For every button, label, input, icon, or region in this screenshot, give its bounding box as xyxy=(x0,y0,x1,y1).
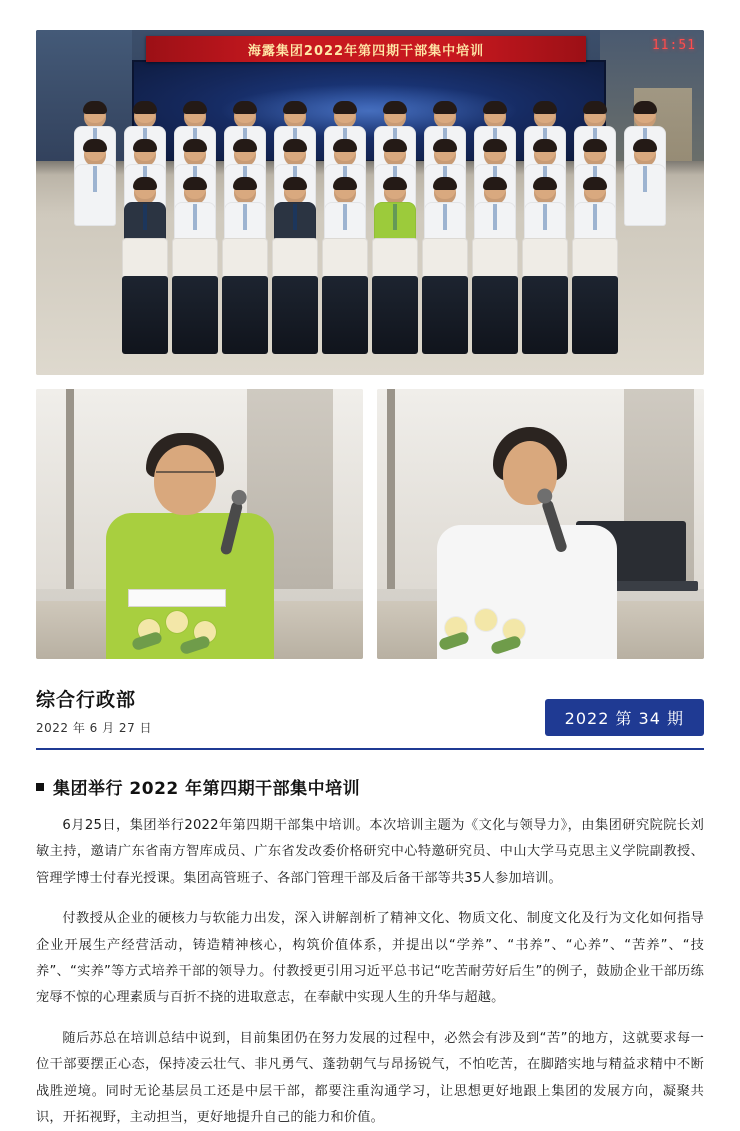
department-name: 综合行政部 xyxy=(36,689,137,711)
photo-timecode: 11:51 xyxy=(651,38,696,53)
training-banner-text: 海露集团2022年第四期干部集中培训 xyxy=(146,36,586,62)
masthead xyxy=(36,685,704,742)
article-paragraph: 付教授从企业的硬核力与软能力出发，深入讲解剖析了精神文化、物质文化、制度文化及行为文化如何指导企业开展生产经营活动，铸造精神核心，构筑价值体系，并提出以“学养”、“书养”、“心养”、“苦养”、“技养”、“实养”等方式培养干部的领导力。付教授更引用习近平总书记“吃苦耐劳好后生”的例子，鼓励企业干部历练宠辱不惊的心理素质与百折不挠的进取意志，在奉献中实现人生的升华与超越。 xyxy=(36,911,704,1006)
article-body xyxy=(36,813,704,1131)
issue-badge: 2022 第 34 期 xyxy=(545,699,704,736)
masthead-divider xyxy=(36,748,704,750)
article-paragraph: 6月25日，集团举行2022年第四期干部集中培训。本次培训主题为《文化与领导力》，由集团研究院院长刘敏主持，邀请广东省南方智库成员、广东省发改委价格研究中心特邀研究员、中山大学马克思主义学院副教授、管理学博士付春光授课。集团高管班子、各部门管理干部及后备干部等共35人参加培训。 xyxy=(36,818,704,886)
group-photo-training xyxy=(36,30,704,375)
glasses-icon xyxy=(156,471,214,487)
seated-legs-row xyxy=(36,276,704,354)
article-headline-text: 集团举行 2022 年第四期干部集中培训 xyxy=(53,779,361,799)
article-paragraph: 随后苏总在培训总结中说到，目前集团仍在努力发展的过程中，必然会有涉及到“苦”的地方，这就要求每一位干部要摆正心态，保持凌云壮气、非凡勇气、蓬勃朝气与昂扬锐气，不怕吃苦，在脚踏实地与精益求精中不断战胜逆境。同时无论基层员工还是中层干部，都要注重沟通学习，让思想更好地跟上集团的发展方向，凝聚共识，开拓视野，主动担当，更好地提升自己的能力和价值。 xyxy=(36,1030,704,1126)
speaker-female-photo xyxy=(377,389,704,659)
article-headline xyxy=(36,774,704,799)
publish-date: 2022 年 6 月 27 日 xyxy=(36,721,153,735)
flower-arrangement xyxy=(132,595,252,653)
flower-arrangement xyxy=(437,595,557,653)
photo-row xyxy=(36,389,704,659)
article xyxy=(36,774,704,1131)
bullet-square-icon xyxy=(36,783,44,791)
masthead-left xyxy=(36,685,152,736)
speaker-male-photo xyxy=(36,389,363,659)
